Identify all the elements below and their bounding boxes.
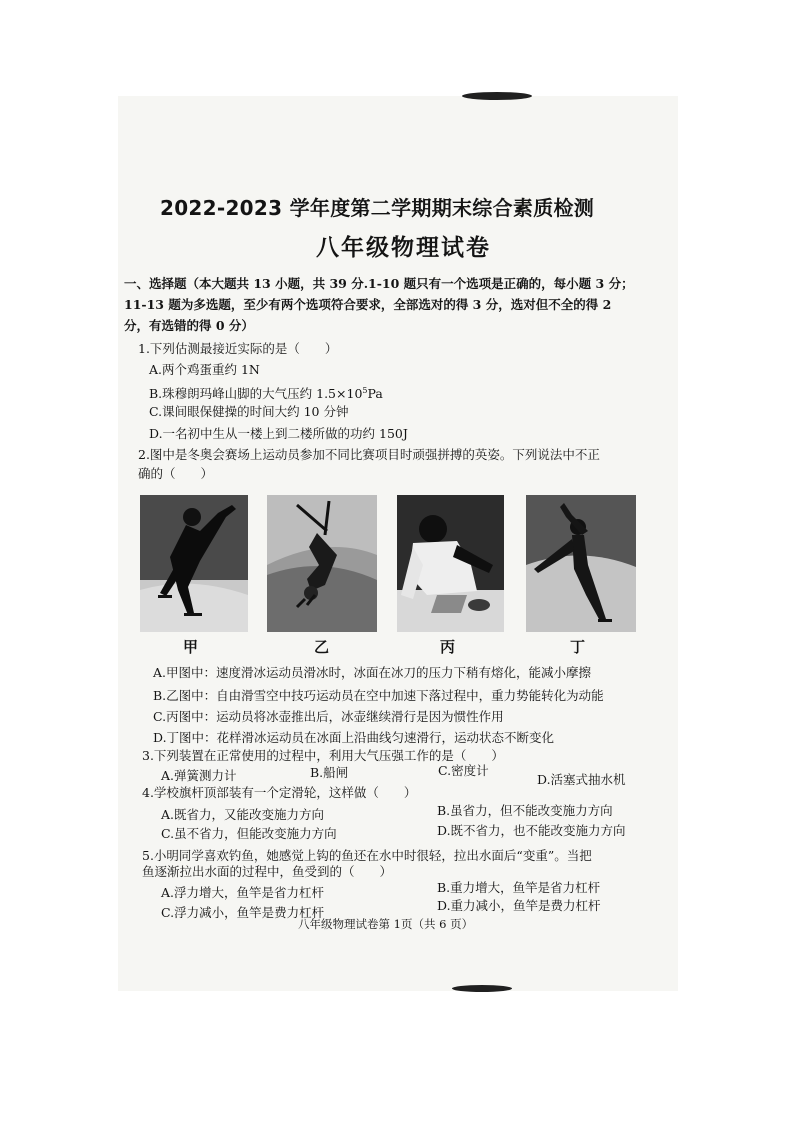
q2-stem-line1: 2.图中是冬奥会赛场上运动员参加不同比赛项目时顽强拼搏的英姿。下列说法中不正 <box>138 447 600 462</box>
q1-option-c: C.课间眼保健操的时间大约 10 分钟 <box>149 404 349 419</box>
q2-option-c: C.丙图中：运动员将冰壶推出后，冰壶继续滑行是因为惯性作用 <box>153 709 504 724</box>
q3-option-d: D.活塞式抽水机 <box>537 772 626 787</box>
scan-blot-top <box>462 92 532 100</box>
q5-option-a: A.浮力增大，鱼竿是省力杠杆 <box>161 885 325 900</box>
q1-option-b-text: B.珠穆朗玛峰山脚的大气压约 1.5×10 <box>149 386 363 402</box>
q1-option-a: A.两个鸡蛋重约 1N <box>149 362 260 377</box>
photo-label-yi: 乙 <box>314 638 330 656</box>
page-footer: 八年级物理试卷第 1页（共 6 页） <box>298 917 474 931</box>
photo-speed-skater <box>140 495 248 632</box>
q1-option-b <box>149 383 383 402</box>
photo-label-bing: 丙 <box>440 638 456 656</box>
section-instructions-line2: 11-13 题为多选题，至少有两个选项符合要求，全部选对的得 3 分，选对但不全的得 2 <box>124 297 612 312</box>
q5-option-c: C.浮力减小，鱼竿是费力杠杆 <box>161 905 325 920</box>
q4-option-d: D.既不省力，也不能改变施力方向 <box>437 823 626 838</box>
q4-stem: 4.学校旗杆顶部装有一个定滑轮，这样做（ ） <box>142 785 417 800</box>
q5-stem-line1: 5.小明同学喜欢钓鱼，她感觉上钩的鱼还在水中时很轻，拉出水面后“变重”。当把 <box>142 848 592 863</box>
q2-option-d: D.丁图中：花样滑冰运动员在冰面上沿曲线匀速滑行，运动状态不断变化 <box>153 730 555 745</box>
q5-stem-line2: 鱼逐渐拉出水面的过程中，鱼受到的（ ） <box>142 864 393 879</box>
q3-option-b: B.船闸 <box>310 765 349 780</box>
photo-label-ding: 丁 <box>570 638 586 656</box>
q1-stem: 1.下列估测最接近实际的是（ ） <box>138 341 338 356</box>
photo-label-jia: 甲 <box>183 638 199 656</box>
exam-subtitle: 八年级物理试卷 <box>316 235 491 261</box>
q3-option-c: C.密度计 <box>438 763 489 778</box>
q1-option-b-unit: Pa <box>367 386 383 402</box>
exam-title: 2022-2023 学年度第二学期期末综合素质检测 <box>160 196 595 220</box>
photo-figure-skater <box>526 495 636 632</box>
q5-option-d: D.重力减小，鱼竿是费力杠杆 <box>437 898 601 913</box>
photo-aerial-skier <box>267 495 377 632</box>
q2-option-a: A.甲图中：速度滑冰运动员滑冰时，冰面在冰刀的压力下稍有熔化，能减小摩擦 <box>153 665 592 680</box>
q1-option-b-exponent: 5 <box>362 386 368 395</box>
q1-option-d: D.一名初中生从一楼上到二楼所做的功约 150J <box>149 426 408 441</box>
photo-curler <box>397 495 504 632</box>
q4-option-a: A.既省力，又能改变施力方向 <box>161 807 325 822</box>
q2-stem-line2: 确的（ ） <box>138 466 214 481</box>
q2-option-b: B.乙图中：自由滑雪空中技巧运动员在空中加速下落过程中，重力势能转化为动能 <box>153 688 604 703</box>
q4-option-b: B.虽省力，但不能改变施力方向 <box>437 803 613 818</box>
section-instructions-line1: 一、选择题（本大题共 13 小题，共 39 分.1-10 题只有一个选项是正确的，每小题 3 分； <box>124 276 634 291</box>
q5-option-b: B.重力增大，鱼竿是省力杠杆 <box>437 880 601 895</box>
q3-option-a: A.弹簧测力计 <box>161 768 237 783</box>
q3-stem: 3.下列装置在正常使用的过程中，利用大气压强工作的是（ ） <box>142 748 504 763</box>
section-instructions-line3: 分，有选错的得 0 分） <box>124 318 254 333</box>
q4-option-c: C.虽不省力，但能改变施力方向 <box>161 826 337 841</box>
scan-blot-bottom <box>452 985 512 992</box>
